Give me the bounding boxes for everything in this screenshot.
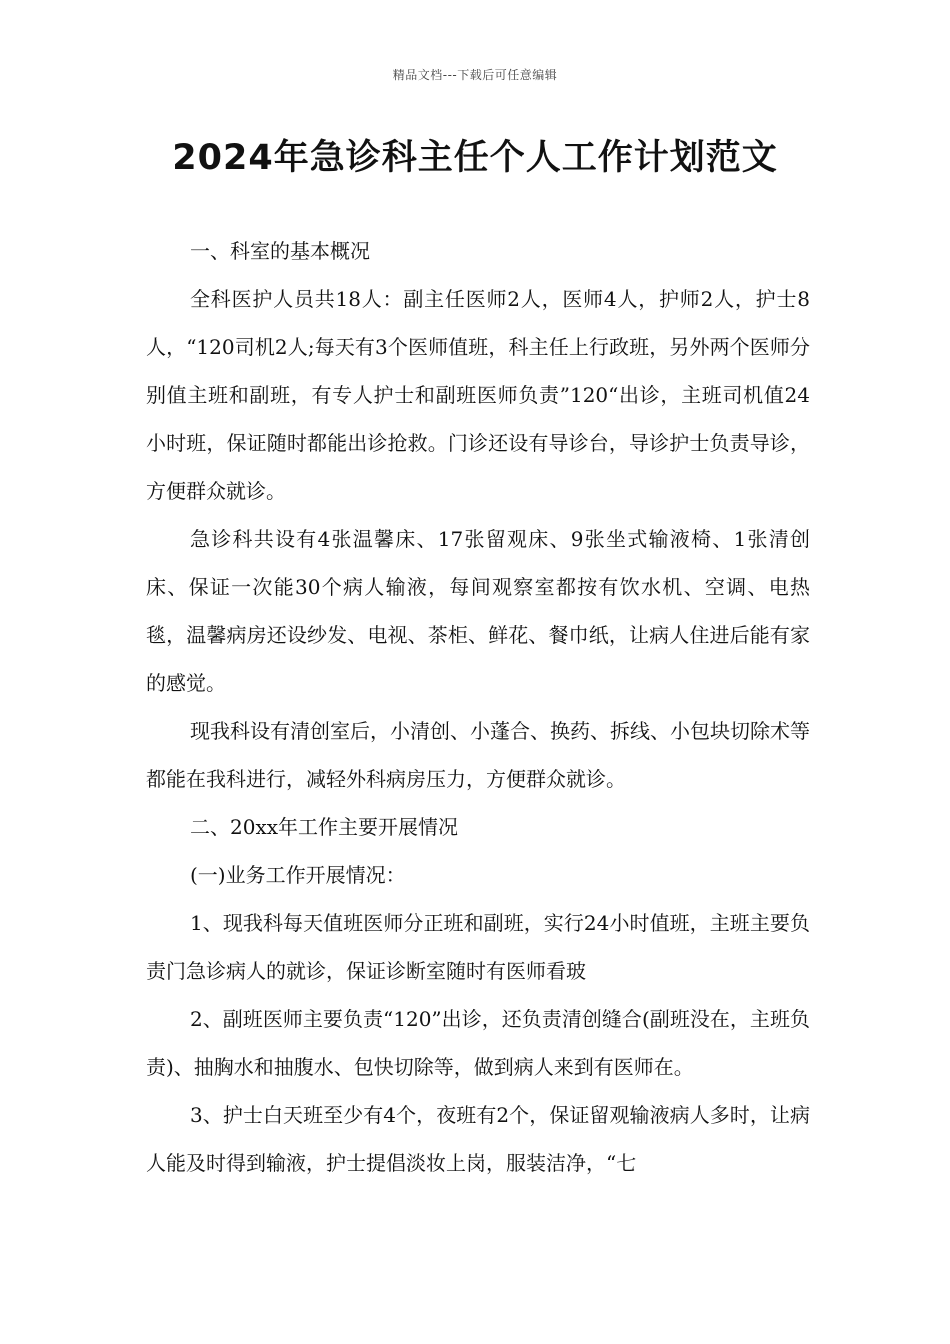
document-body — [146, 227, 810, 1187]
paragraph-debridement: 现我科设有清创室后，小清创、小蓬合、换药、拆线、小包块切除术等都能在我科进行，减轻外科病房压力，方便群众就诊。 — [146, 719, 810, 791]
list-item-1: 1、现我科每天值班医师分正班和副班，实行24小时值班，主班主要负责门急诊病人的就诊，保证诊断室随时有医师看玻 — [146, 911, 810, 983]
subsection-heading: (一)业务工作开展情况： — [190, 863, 406, 887]
section-heading-2: 二、20xx年工作主要开展情况 — [190, 815, 459, 839]
document-title: 2024年急诊科主任个人工作计划范文 — [172, 138, 778, 178]
list-item-3: 3、护士白天班至少有4个，夜班有2个，保证留观输液病人多时，让病人能及时得到输液，护士提倡淡妆上岗，服装洁净，“七 — [146, 1103, 810, 1175]
paragraph-staff: 全科医护人员共18人：副主任医师2人，医师4人，护师2人，护士8人，“120司机2人;每天有3个医师值班，科主任上行政班，另外两个医师分别值主班和副班，有专人护士和副班医师负责”120“出诊，主班司机值24小时班，保证随时都能出诊抢救。门诊还设有导诊台，导诊护士负责导诊，方便群众就诊。 — [146, 287, 810, 503]
page-header-note: 精品文档---下载后可任意编辑 — [392, 68, 558, 82]
list-item-2: 2、副班医师主要负责“120”出诊，还负责清创缝合(副班没在，主班负责)、抽胸水和抽腹水、包快切除等，做到病人来到有医师在。 — [146, 1007, 810, 1079]
section-heading-1: 一、科室的基本概况 — [190, 239, 370, 263]
paragraph-beds: 急诊科共设有4张温馨床、17张留观床、9张坐式输液椅、1张清创床、保证一次能30个病人输液，每间观察室都按有饮水机、空调、电热毯，温馨病房还设纱发、电视、茶柜、鲜花、餐巾纸，让病人住进后能有家的感觉。 — [146, 527, 810, 695]
